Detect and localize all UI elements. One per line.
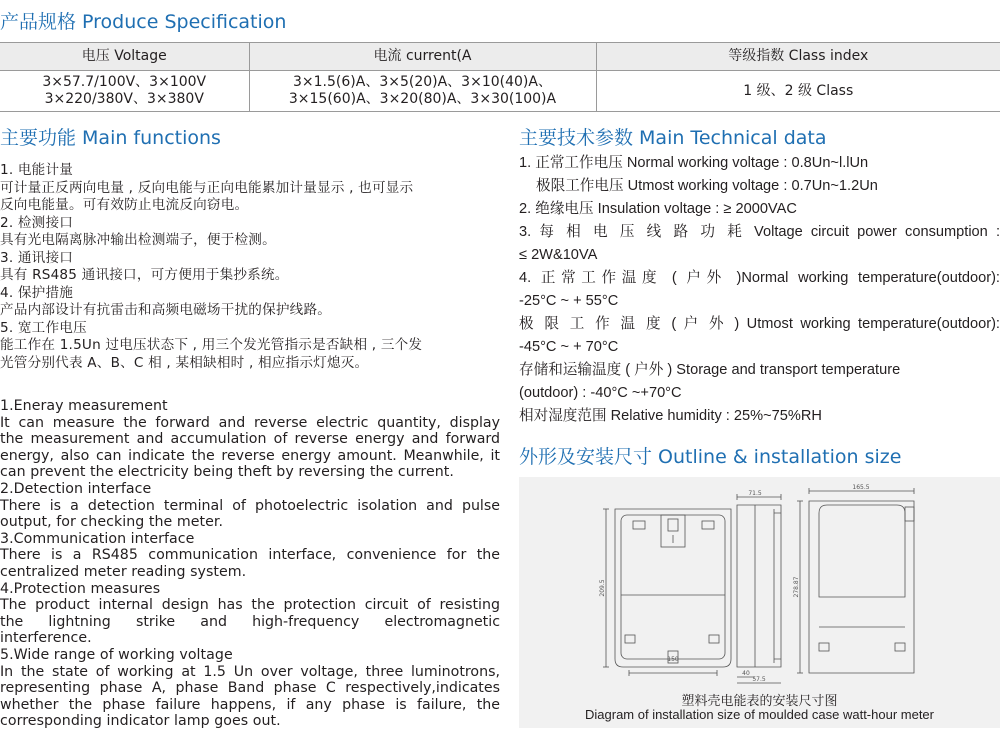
dimension-label: 57.5 bbox=[752, 676, 766, 683]
function-cn-line: 3. 通讯接口 bbox=[0, 249, 74, 266]
functions-title: 主要功能 Main functions bbox=[0, 127, 221, 149]
function-en-line: In the state of working at 1.5 Un over voltage, three luminotrons, bbox=[0, 663, 500, 680]
dimension-label: 165.5 bbox=[852, 484, 870, 491]
voltage-line: 3×220/380V、3×380V bbox=[44, 91, 204, 107]
function-en-line: corresponding indicator lamp goes out. bbox=[0, 713, 281, 730]
current-cell bbox=[249, 71, 596, 112]
technical-line: 2. 绝缘电压 Insulation voltage : ≥ 2000VAC bbox=[519, 201, 797, 217]
technical-data-block bbox=[519, 152, 1000, 428]
technical-line: 4. 正常工作温度 ( 户外 )Normal working temperature(outdoor): bbox=[519, 270, 1000, 286]
function-cn-line: 1. 电能计量 bbox=[0, 162, 74, 178]
function-en-line: whether the phase failure happens, if any phase is failure, the bbox=[0, 696, 500, 713]
dimension-label: 278.87 bbox=[793, 576, 800, 598]
class-index-cell: 1 级、2 级 Class bbox=[596, 71, 1000, 112]
technical-line: 极 限 工 作 温 度 ( 户 外 ) Utmost working temperature(outdoor): bbox=[519, 316, 1000, 332]
header-current: 电流 current(A bbox=[249, 43, 596, 71]
meter-outline-drawing bbox=[519, 477, 1000, 687]
spec-table-row bbox=[0, 71, 1000, 112]
function-en-line: 1.Eneray measurement bbox=[0, 398, 168, 414]
function-en-line: the lightning strike and high-frequency electromagnetic bbox=[0, 613, 500, 630]
dimension-label: 150 bbox=[667, 656, 679, 663]
header-voltage: 电压 Voltage bbox=[0, 43, 249, 71]
dimension-label: 209.5 bbox=[599, 579, 606, 597]
current-line: 3×15(60)A、3×20(80)A、3×30(100)A bbox=[288, 91, 557, 107]
functions-en-block bbox=[0, 398, 505, 730]
spec-title: 产品规格 Produce Specification bbox=[0, 11, 287, 33]
dimension-label: 40 bbox=[742, 670, 750, 677]
front-view bbox=[603, 509, 731, 676]
function-cn-line: 产品内部设计有抗雷击和高频电磁场干扰的保护线路。 bbox=[0, 302, 332, 318]
technical-line: 1. 正常工作电压 Normal working voltage : 0.8Un~l.lUn bbox=[519, 155, 869, 171]
function-cn-line: 光管分别代表 A、B、C 相 , 某相缺相时 , 相应指示灯熄灭。 bbox=[0, 354, 369, 371]
function-en-line: can prevent the electricity being theft by reversing the current. bbox=[0, 464, 454, 481]
diagram-caption-en: Diagram of installation size of moulded case watt-hour meter bbox=[585, 707, 934, 722]
installation-diagram bbox=[519, 477, 1000, 728]
function-cn-line: 2. 检测接口 bbox=[0, 214, 74, 231]
rear-view bbox=[797, 488, 914, 673]
function-en-line: The product internal design has the protection circuit of resisting bbox=[0, 597, 500, 614]
diagram-caption-cn: 塑料壳电能表的安装尺寸图 bbox=[681, 694, 838, 709]
technical-line: 极限工作电压 Utmost working voltage : 0.7Un~1.2Un bbox=[536, 178, 878, 194]
function-en-line: 5.Wide range of working voltage bbox=[0, 646, 233, 663]
technical-line: -25°C ~ + 55°C bbox=[519, 293, 619, 309]
function-en-line: There is a RS485 communication interface, convenience for the bbox=[0, 547, 500, 564]
technical-line: ≤ 2W&10VA bbox=[519, 247, 598, 263]
technical-line: 存储和运输温度 ( 户外 ) Storage and transport temperature bbox=[519, 362, 901, 378]
dimension-label: 71.5 bbox=[748, 490, 762, 497]
function-en-line: It can measure the forward and reverse electric quantity, display bbox=[0, 414, 500, 431]
function-en-line: 2.Detection interface bbox=[0, 480, 152, 497]
function-en-line: the measurement and accumulation of reverse energy and forward bbox=[0, 431, 500, 448]
technical-line: 3. 每 相 电 压 线 路 功 耗 Voltage circuit power consumption : bbox=[519, 224, 1000, 240]
function-cn-line: 4. 保护措施 bbox=[0, 284, 74, 301]
function-en-line: 3.Communication interface bbox=[0, 530, 195, 547]
spec-table bbox=[0, 42, 1000, 112]
function-en-line: 4.Protection measures bbox=[0, 580, 161, 597]
header-class-index: 等级指数 Class index bbox=[596, 43, 1000, 71]
current-line: 3×1.5(6)A、3×5(20)A、3×10(40)A、 bbox=[293, 74, 552, 90]
function-en-line: interference. bbox=[0, 630, 92, 647]
functions-cn-block bbox=[0, 162, 505, 372]
function-cn-line: 可计量正反两向电量 , 反向电能与正向电能累加计量显示 , 也可显示 bbox=[0, 179, 414, 196]
outline-title: 外形及安装尺寸 Outline & installation size bbox=[519, 446, 902, 468]
function-en-line: centralized meter reading system. bbox=[0, 563, 247, 580]
function-en-line: output, for checking the meter. bbox=[0, 514, 224, 531]
spec-table-header-row bbox=[0, 43, 1000, 71]
function-cn-line: 5. 宽工作电压 bbox=[0, 319, 87, 336]
voltage-cell bbox=[0, 71, 249, 112]
function-cn-line: 反向电能量。可有效防止电流反向窃电。 bbox=[0, 197, 249, 213]
side-view bbox=[737, 494, 781, 683]
function-cn-line: 能工作在 1.5Un 过电压状态下 , 用三个发光管指示是否缺相 , 三个发 bbox=[0, 337, 423, 353]
function-en-line: energy, also can indicate the reverse energy amount. Meanwhile, it bbox=[0, 447, 500, 464]
voltage-line: 3×57.7/100V、3×100V bbox=[42, 74, 207, 90]
function-cn-line: 具有 RS485 通讯接口，可方便用于集抄系统。 bbox=[0, 267, 289, 283]
technical-line: 相对湿度范围 Relative humidity : 25%~75%RH bbox=[519, 408, 822, 424]
function-en-line: There is a detection terminal of photoelectric isolation and pulse bbox=[0, 497, 500, 514]
function-en-line: representing phase A, phase Band phase C respectively,indicates bbox=[0, 680, 500, 697]
technical-line: (outdoor) : -40°C ~+70°C bbox=[519, 385, 682, 401]
technical-title: 主要技术参数 Main Technical data bbox=[519, 127, 827, 149]
technical-line: -45°C ~ + 70°C bbox=[519, 339, 619, 355]
function-cn-line: 具有光电隔离脉冲输出检测端子，便于检测。 bbox=[0, 232, 276, 248]
